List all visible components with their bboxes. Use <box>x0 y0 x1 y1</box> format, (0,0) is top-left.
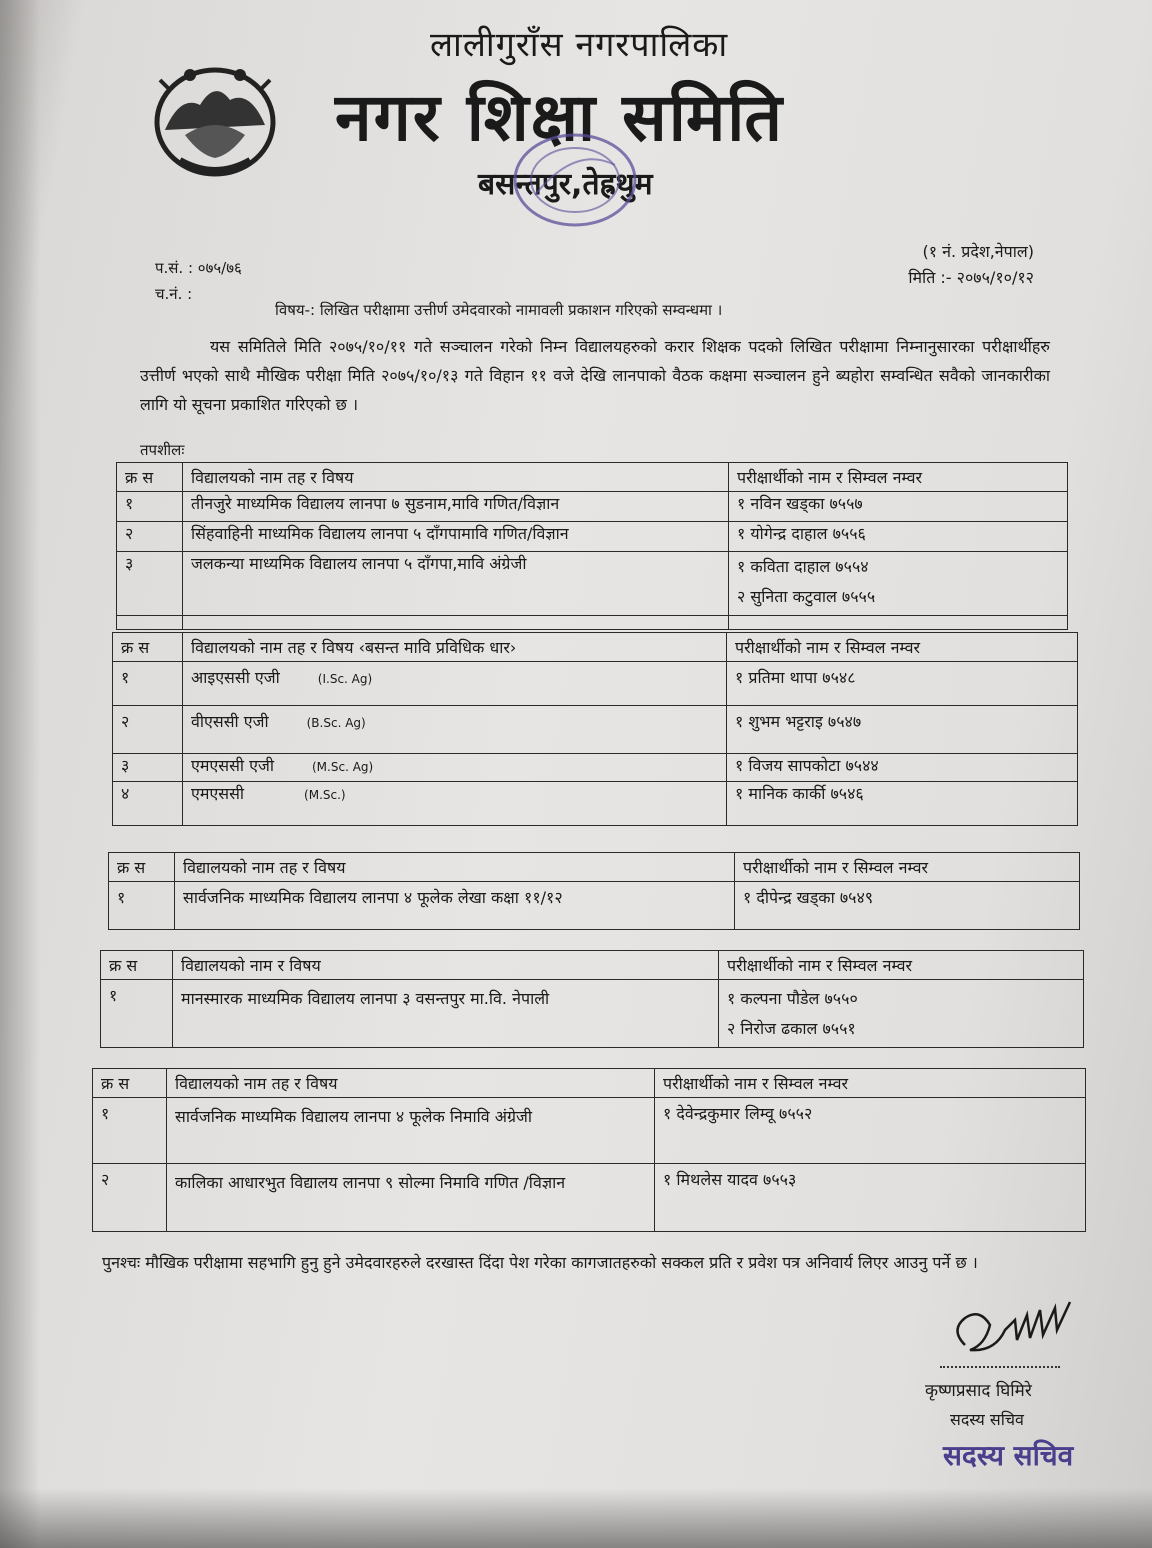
row-school: कालिका आधारभुत विद्यालय लानपा ९ सोल्मा निमावि गणित /विज्ञान <box>167 1164 655 1232</box>
office-seal-stamp <box>505 125 645 235</box>
table-row <box>101 980 1084 1048</box>
row-school: जलकन्या माध्यमिक विद्यालय लानपा ५ दाँगपा,मावि अंग्रेजी <box>183 552 729 616</box>
table-header-row <box>101 951 1084 980</box>
results-table-4 <box>100 950 1084 1048</box>
office-location: बसन्तपुर,तेह्रथुम <box>478 167 653 202</box>
nepal-emblem-icon <box>150 60 280 180</box>
row-sn: १ <box>101 980 173 1048</box>
program-english: (M.Sc.) <box>304 788 346 802</box>
table-row <box>113 754 1078 782</box>
reference-number: प.सं. : ०७५/७६ <box>155 259 242 277</box>
table-header-row <box>117 463 1068 492</box>
col-header-school: विद्यालयको नाम तह र विषय ‹बसन्त मावि प्रविधिक धार› <box>183 633 727 662</box>
table-row <box>113 782 1078 826</box>
candidate-entry: २ निरोज ढकाल ७५५१ <box>727 1019 856 1038</box>
program-english: (B.Sc. Ag) <box>306 716 366 730</box>
col-header-school: विद्यालयको नाम तह र विषय <box>183 463 729 492</box>
row-school: सिंहवाहिनी माध्यमिक विद्यालय लानपा ५ दाँगपामावि गणित/विज्ञान <box>183 522 729 552</box>
row-candidate: १ प्रतिमा थापा ७५४८ <box>727 662 1078 706</box>
candidate-entry: १ कविता दाहाल ७५५४ <box>737 557 869 576</box>
postscript-note: पुनश्चः मौखिक परीक्षामा सहभागि हुनु हुने उमेदवारहरुले दरखास्त दिंदा पेश गरेका कागजातहरुको सक्कल प्रति र प्रवेश पत्र अनिवार्य लिएर आउनु पर्ने छ । <box>102 1253 978 1272</box>
row-sn: ३ <box>113 754 183 782</box>
col-header-candidate: परीक्षार्थीको नाम र सिम्वल नम्वर <box>727 633 1078 662</box>
row-candidate: १ नविन खड्का ७५५७ <box>729 492 1068 522</box>
col-header-sn: क्र स <box>101 951 173 980</box>
results-table-1 <box>116 462 1068 630</box>
notice-body: यस समितिले मिति २०७५/१०/११ गते सञ्चालन गरेको निम्न विद्यालयहरुको करार शिक्षक पदको लिखित परीक्षामा निम्नानुसारका परीक्षार्थीहरु उत्तीर्ण भएको साथै मौखिक परीक्षा मिति २०७५/१०/१३ गते विहान ११ वजे देखि लानपाको वैठक कक्षमा सञ्चालन हुने ब्यहोरा सम्वन्धित सवैको जानकारीका लागि यो सूचना प्रकाशित गरिएको छ । <box>140 337 1050 414</box>
row-candidates <box>719 980 1084 1048</box>
col-header-school: विद्यालयको नाम तह र विषय <box>175 853 735 882</box>
col-header-sn: क्र स <box>93 1069 167 1098</box>
row-school <box>183 782 727 826</box>
row-candidate: १ योगेन्द्र दाहाल ७५५६ <box>729 522 1068 552</box>
role-stamp: सदस्य सचिव <box>943 1439 1074 1472</box>
col-header-candidate: परीक्षार्थीको नाम र सिम्वल नम्वर <box>729 463 1068 492</box>
row-sn: १ <box>113 662 183 706</box>
municipality-name: लालीगुराँस नगरपालिका <box>430 25 729 65</box>
results-table-5 <box>92 1068 1086 1232</box>
province-label: (१ नं. प्रदेश,नेपाल) <box>922 242 1034 261</box>
details-label: तपशीलः <box>140 441 185 459</box>
program-name: एमएससी एजी <box>191 756 274 775</box>
row-candidate: १ विजय सापकोटा ७५४४ <box>727 754 1078 782</box>
results-table-2 <box>112 632 1078 826</box>
table-row <box>93 1098 1086 1164</box>
row-candidates <box>729 552 1068 616</box>
table-row <box>113 662 1078 706</box>
row-school: तीनजुरे माध्यमिक विद्यालय लानपा ७ सुडनाम,मावि गणित/विज्ञान <box>183 492 729 522</box>
table-row <box>117 522 1068 552</box>
row-candidate: १ देवेन्द्रकुमार लिम्वू ७५५२ <box>655 1098 1086 1164</box>
row-sn: ३ <box>117 552 183 616</box>
signatory-role: सदस्य सचिव <box>950 1410 1024 1429</box>
col-header-sn: क्र स <box>109 853 175 882</box>
row-sn: १ <box>109 882 175 930</box>
program-english: (M.Sc. Ag) <box>312 760 374 774</box>
row-sn: २ <box>93 1164 167 1232</box>
letter-subject: विषय-: लिखित परीक्षामा उत्तीर्ण उमेदवारको नामावली प्रकाशन गरिएको सम्वन्धमा । <box>275 301 723 319</box>
program-name: वीएससी एजी <box>191 712 269 731</box>
col-header-school: विद्यालयको नाम तह र विषय <box>167 1069 655 1098</box>
signatory-name: कृष्णप्रसाद घिमिरे <box>925 1381 1032 1401</box>
col-header-school: विद्यालयको नाम र विषय <box>173 951 719 980</box>
row-school: मानस्मारक माध्यमिक विद्यालय लानपा ३ वसन्तपुर मा.वि. नेपाली <box>173 980 719 1048</box>
row-school <box>183 706 727 754</box>
row-school: सार्वजनिक माध्यमिक विद्यालय लानपा ४ फूलेक निमावि अंग्रेजी <box>167 1098 655 1164</box>
signature-line <box>940 1366 1060 1368</box>
row-candidate: १ शुभम भट्टराइ ७५४७ <box>727 706 1078 754</box>
table-row <box>113 706 1078 754</box>
program-english: (I.Sc. Ag) <box>317 672 373 686</box>
candidate-entry: २ सुनिता कटुवाल ७५५५ <box>737 587 876 606</box>
row-sn: २ <box>113 706 183 754</box>
table-row <box>109 882 1080 930</box>
handwritten-signature <box>945 1290 1085 1365</box>
col-header-sn: क्र स <box>117 463 183 492</box>
table-header-row <box>113 633 1078 662</box>
row-school <box>183 754 727 782</box>
col-header-candidate: परीक्षार्थीको नाम र सिम्वल नम्वर <box>735 853 1080 882</box>
row-candidate: १ मिथलेस यादव ७५५३ <box>655 1164 1086 1232</box>
results-table-3 <box>108 852 1080 930</box>
row-sn: ४ <box>113 782 183 826</box>
table-header-row <box>109 853 1080 882</box>
row-candidate: १ दीपेन्द्र खड्का ७५४९ <box>735 882 1080 930</box>
row-sn: १ <box>117 492 183 522</box>
program-name: एमएससी <box>191 784 245 803</box>
table-row <box>117 492 1068 522</box>
table-header-row <box>93 1069 1086 1098</box>
col-header-sn: क्र स <box>113 633 183 662</box>
dispatch-number: च.नं. : <box>155 285 193 303</box>
row-school <box>183 662 727 706</box>
candidate-entry: १ कल्पना पौडेल ७५५० <box>727 989 858 1008</box>
col-header-candidate: परीक्षार्थीको नाम र सिम्वल नम्वर <box>719 951 1084 980</box>
row-sn: २ <box>117 522 183 552</box>
row-candidate: १ मानिक कार्की ७५४६ <box>727 782 1078 826</box>
program-name: आइएससी एजी <box>191 668 280 687</box>
letter-date: मिति :- २०७५/१०/१२ <box>908 268 1034 287</box>
table-spacer-row <box>117 616 1068 630</box>
page-shadow-left <box>0 0 40 1548</box>
col-header-candidate: परीक्षार्थीको नाम र सिम्वल नम्वर <box>655 1069 1086 1098</box>
row-school: सार्वजनिक माध्यमिक विद्यालय लानपा ४ फूलेक लेखा कक्षा ११/१२ <box>175 882 735 930</box>
table-row <box>117 552 1068 616</box>
table-row <box>93 1164 1086 1232</box>
committee-name: नगर शिक्षा समिति <box>335 79 785 156</box>
row-sn: १ <box>93 1098 167 1164</box>
page-shadow-bottom <box>0 1488 1152 1548</box>
